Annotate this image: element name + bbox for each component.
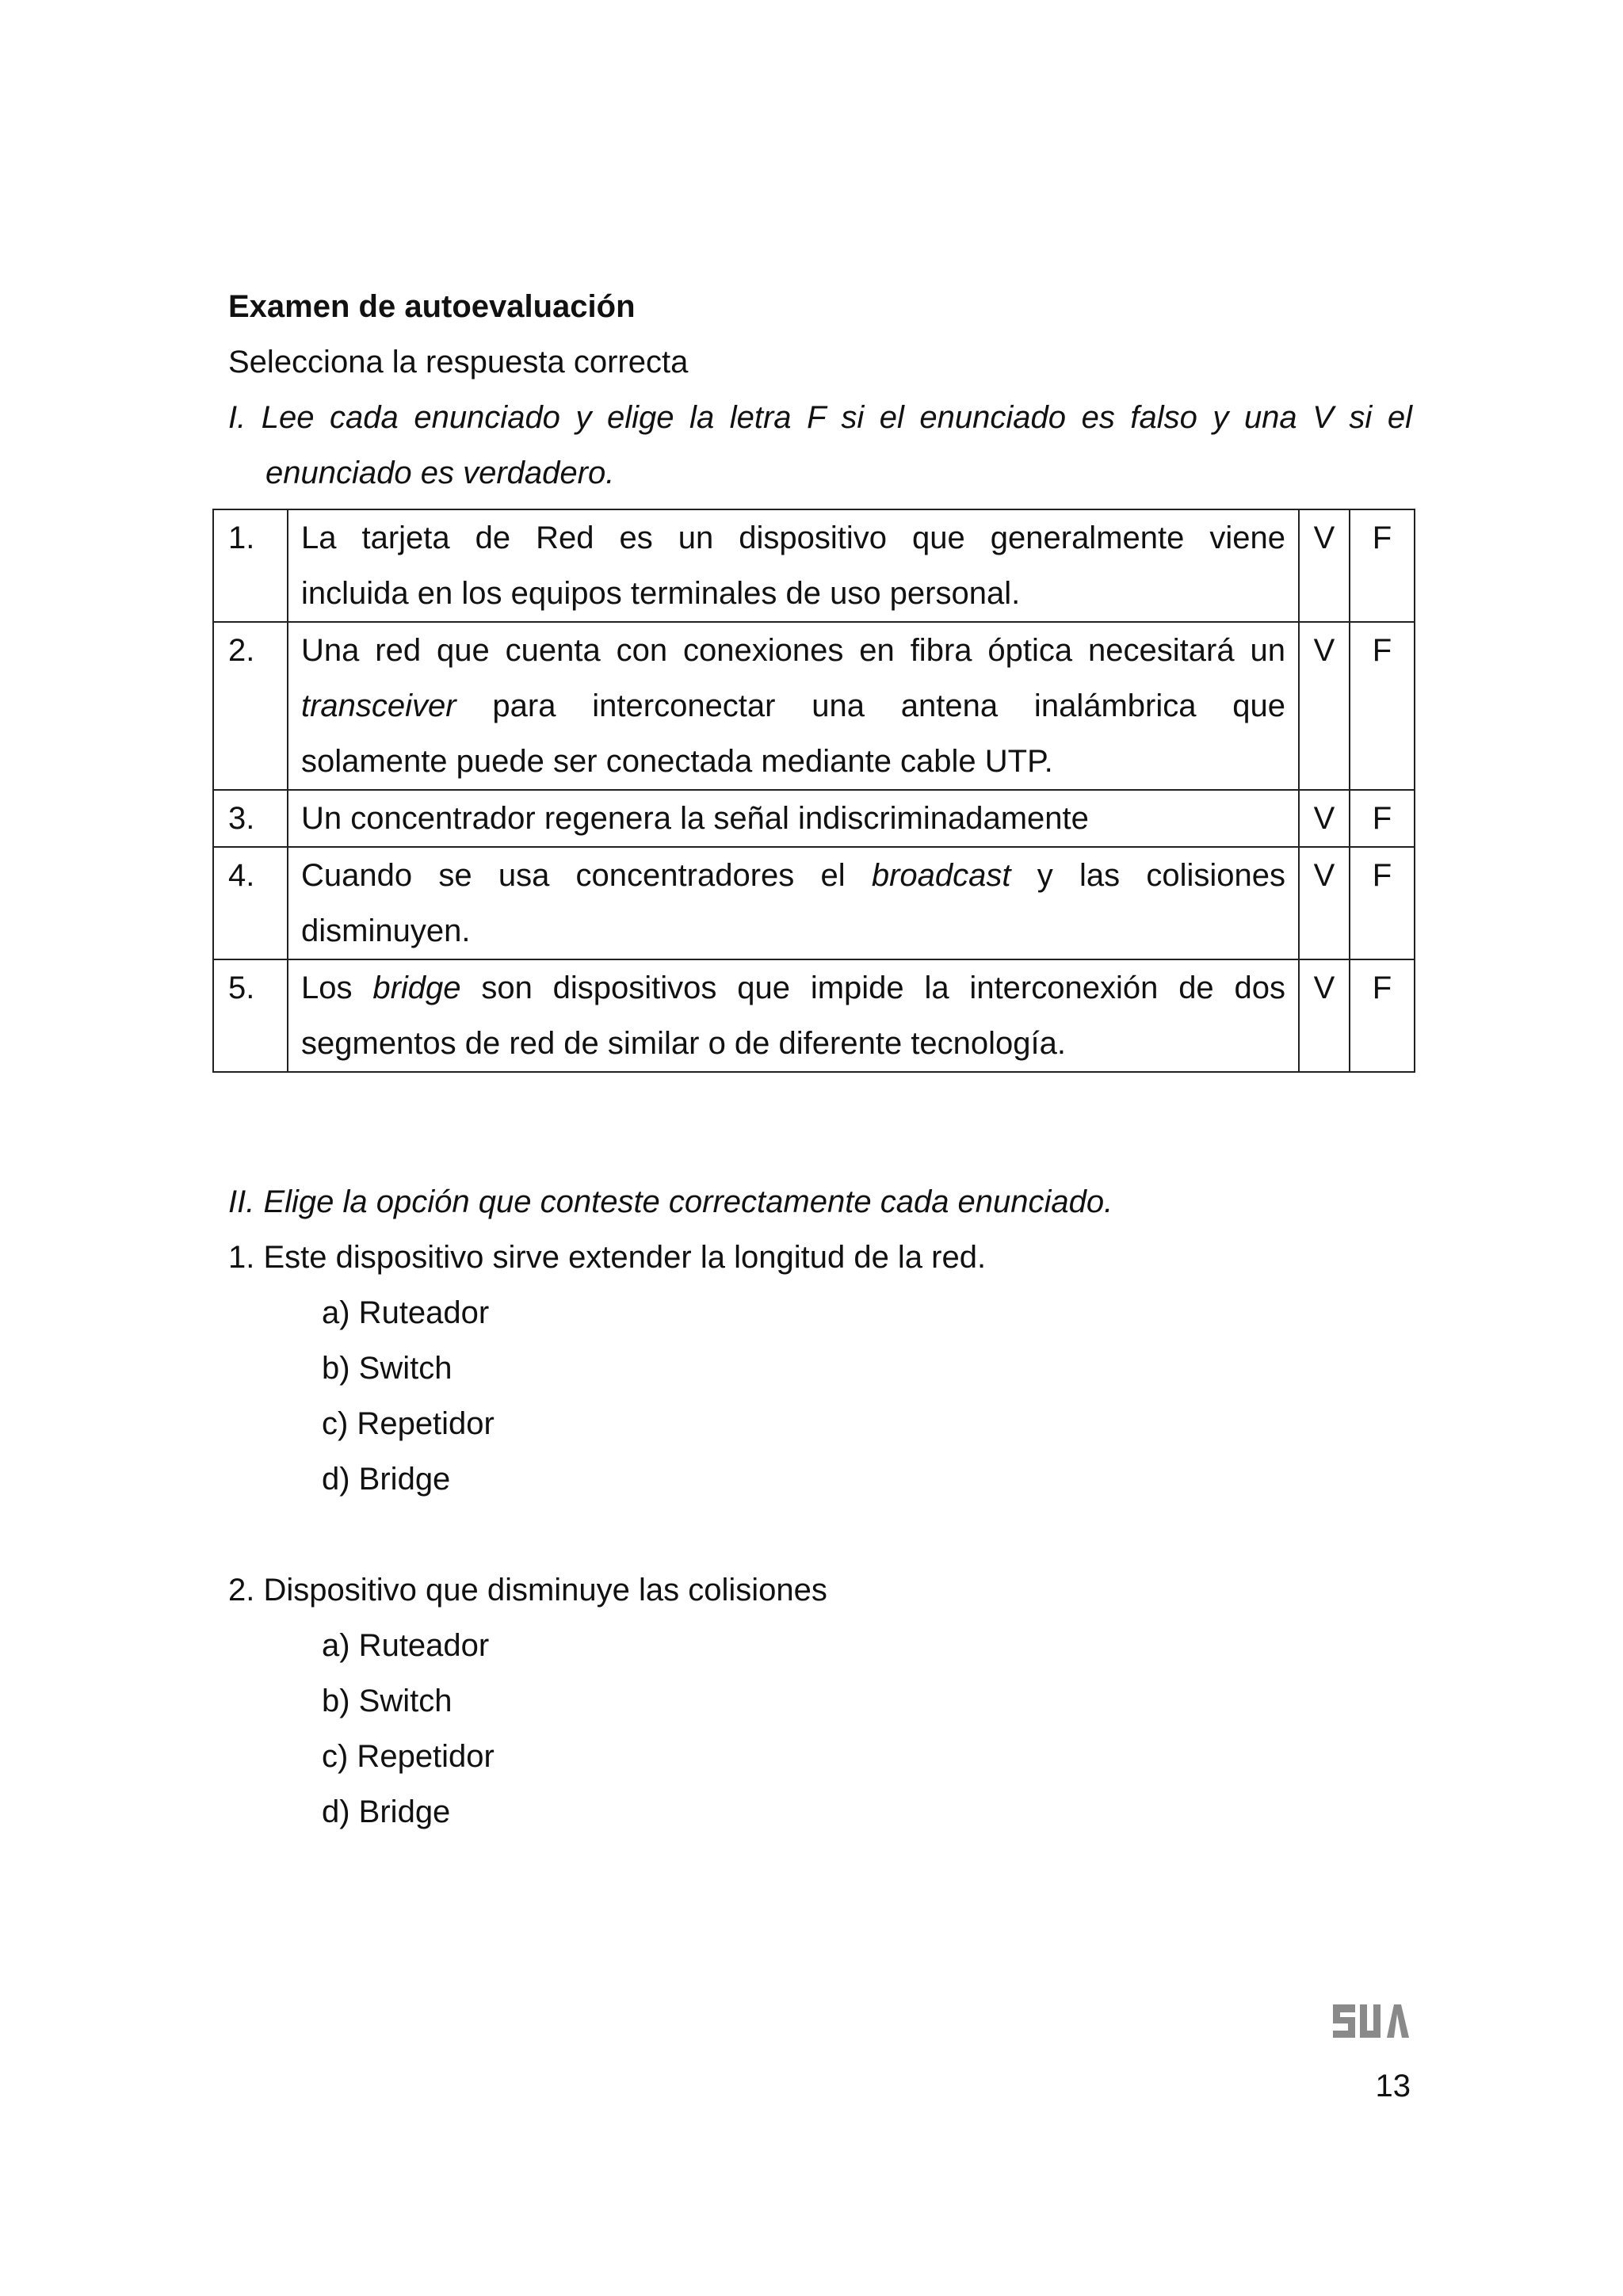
section1-instruction-line1: I. Lee cada enunciado y elige la letra F si el enunciado es falso y una V si el [228, 400, 1412, 435]
answer-option[interactable]: b) Switch [322, 1684, 453, 1718]
table-row [213, 847, 1415, 959]
table-row [213, 959, 1415, 1072]
answer-option[interactable]: d) Bridge [322, 1794, 451, 1829]
italic-term: broadcast [871, 858, 1011, 893]
answer-option[interactable]: a) Ruteador [322, 1295, 490, 1330]
statement-text: y las colisiones [1010, 858, 1285, 893]
true-option[interactable]: V [1299, 790, 1350, 847]
table-row [213, 790, 1415, 847]
row-statement [288, 959, 1299, 1072]
row-number: 4. [213, 847, 288, 959]
statement-line [301, 848, 1285, 903]
row-number: 5. [213, 959, 288, 1072]
statement-line: disminuyen. [301, 913, 471, 948]
italic-term: transceiver [301, 688, 456, 723]
true-option[interactable]: V [1299, 959, 1350, 1072]
row-statement [288, 790, 1299, 847]
true-false-table [212, 509, 1415, 1073]
true-option[interactable]: V [1299, 847, 1350, 959]
table-row [213, 509, 1415, 622]
row-statement [288, 622, 1299, 790]
answer-option[interactable]: c) Repetidor [322, 1739, 495, 1774]
page-number: 13 [1375, 2069, 1411, 2103]
sua-logo-icon [1331, 2001, 1411, 2041]
statement-line: Un concentrador regenera la señal indiscriminadamente [301, 801, 1089, 836]
row-number: 1. [213, 509, 288, 622]
statement-text: para interconectar una antena inalámbrica que [456, 688, 1285, 723]
table-row [213, 622, 1415, 790]
statement-line: La tarjeta de Red es un dispositivo que generalmente viene [301, 521, 1285, 555]
false-option[interactable]: F [1350, 622, 1415, 790]
question-text: 1. Este dispositivo sirve extender la longitud de la red. [228, 1240, 987, 1275]
answer-option[interactable]: c) Repetidor [322, 1406, 495, 1441]
statement-line [301, 960, 1285, 1016]
italic-term: bridge [372, 971, 461, 1005]
statement-text: son dispositivos que impide la interconexión de dos [460, 971, 1285, 1005]
row-number: 2. [213, 622, 288, 790]
false-option[interactable]: F [1350, 847, 1415, 959]
statement-line: incluida en los equipos terminales de uso personal. [301, 576, 1021, 611]
statement-text: Cuando se usa concentradores el [301, 858, 872, 893]
true-option[interactable]: V [1299, 509, 1350, 622]
statement-line: Una red que cuenta con conexiones en fibra óptica necesitará un [301, 633, 1285, 668]
section1-instruction-line2: enunciado es verdadero. [265, 456, 615, 490]
row-statement [288, 509, 1299, 622]
false-option[interactable]: F [1350, 790, 1415, 847]
statement-line [301, 678, 1285, 734]
section2-instruction: II. Elige la opción que conteste correctamente cada enunciado. [228, 1184, 1113, 1219]
row-statement [288, 847, 1299, 959]
answer-option[interactable]: a) Ruteador [322, 1628, 490, 1663]
statement-line: segmentos de red de similar o de diferente tecnología. [301, 1026, 1067, 1061]
row-number: 3. [213, 790, 288, 847]
question-text: 2. Dispositivo que disminuye las colisiones [228, 1573, 827, 1608]
page-title: Examen de autoevaluación [228, 289, 636, 324]
statement-line: solamente puede ser conectada mediante cable UTP. [301, 744, 1053, 779]
true-option[interactable]: V [1299, 622, 1350, 790]
answer-option[interactable]: d) Bridge [322, 1462, 451, 1497]
false-option[interactable]: F [1350, 509, 1415, 622]
false-option[interactable]: F [1350, 959, 1415, 1072]
answer-option[interactable]: b) Switch [322, 1351, 453, 1386]
page-subtitle: Selecciona la respuesta correcta [228, 345, 689, 379]
statement-text: Los [301, 971, 373, 1005]
